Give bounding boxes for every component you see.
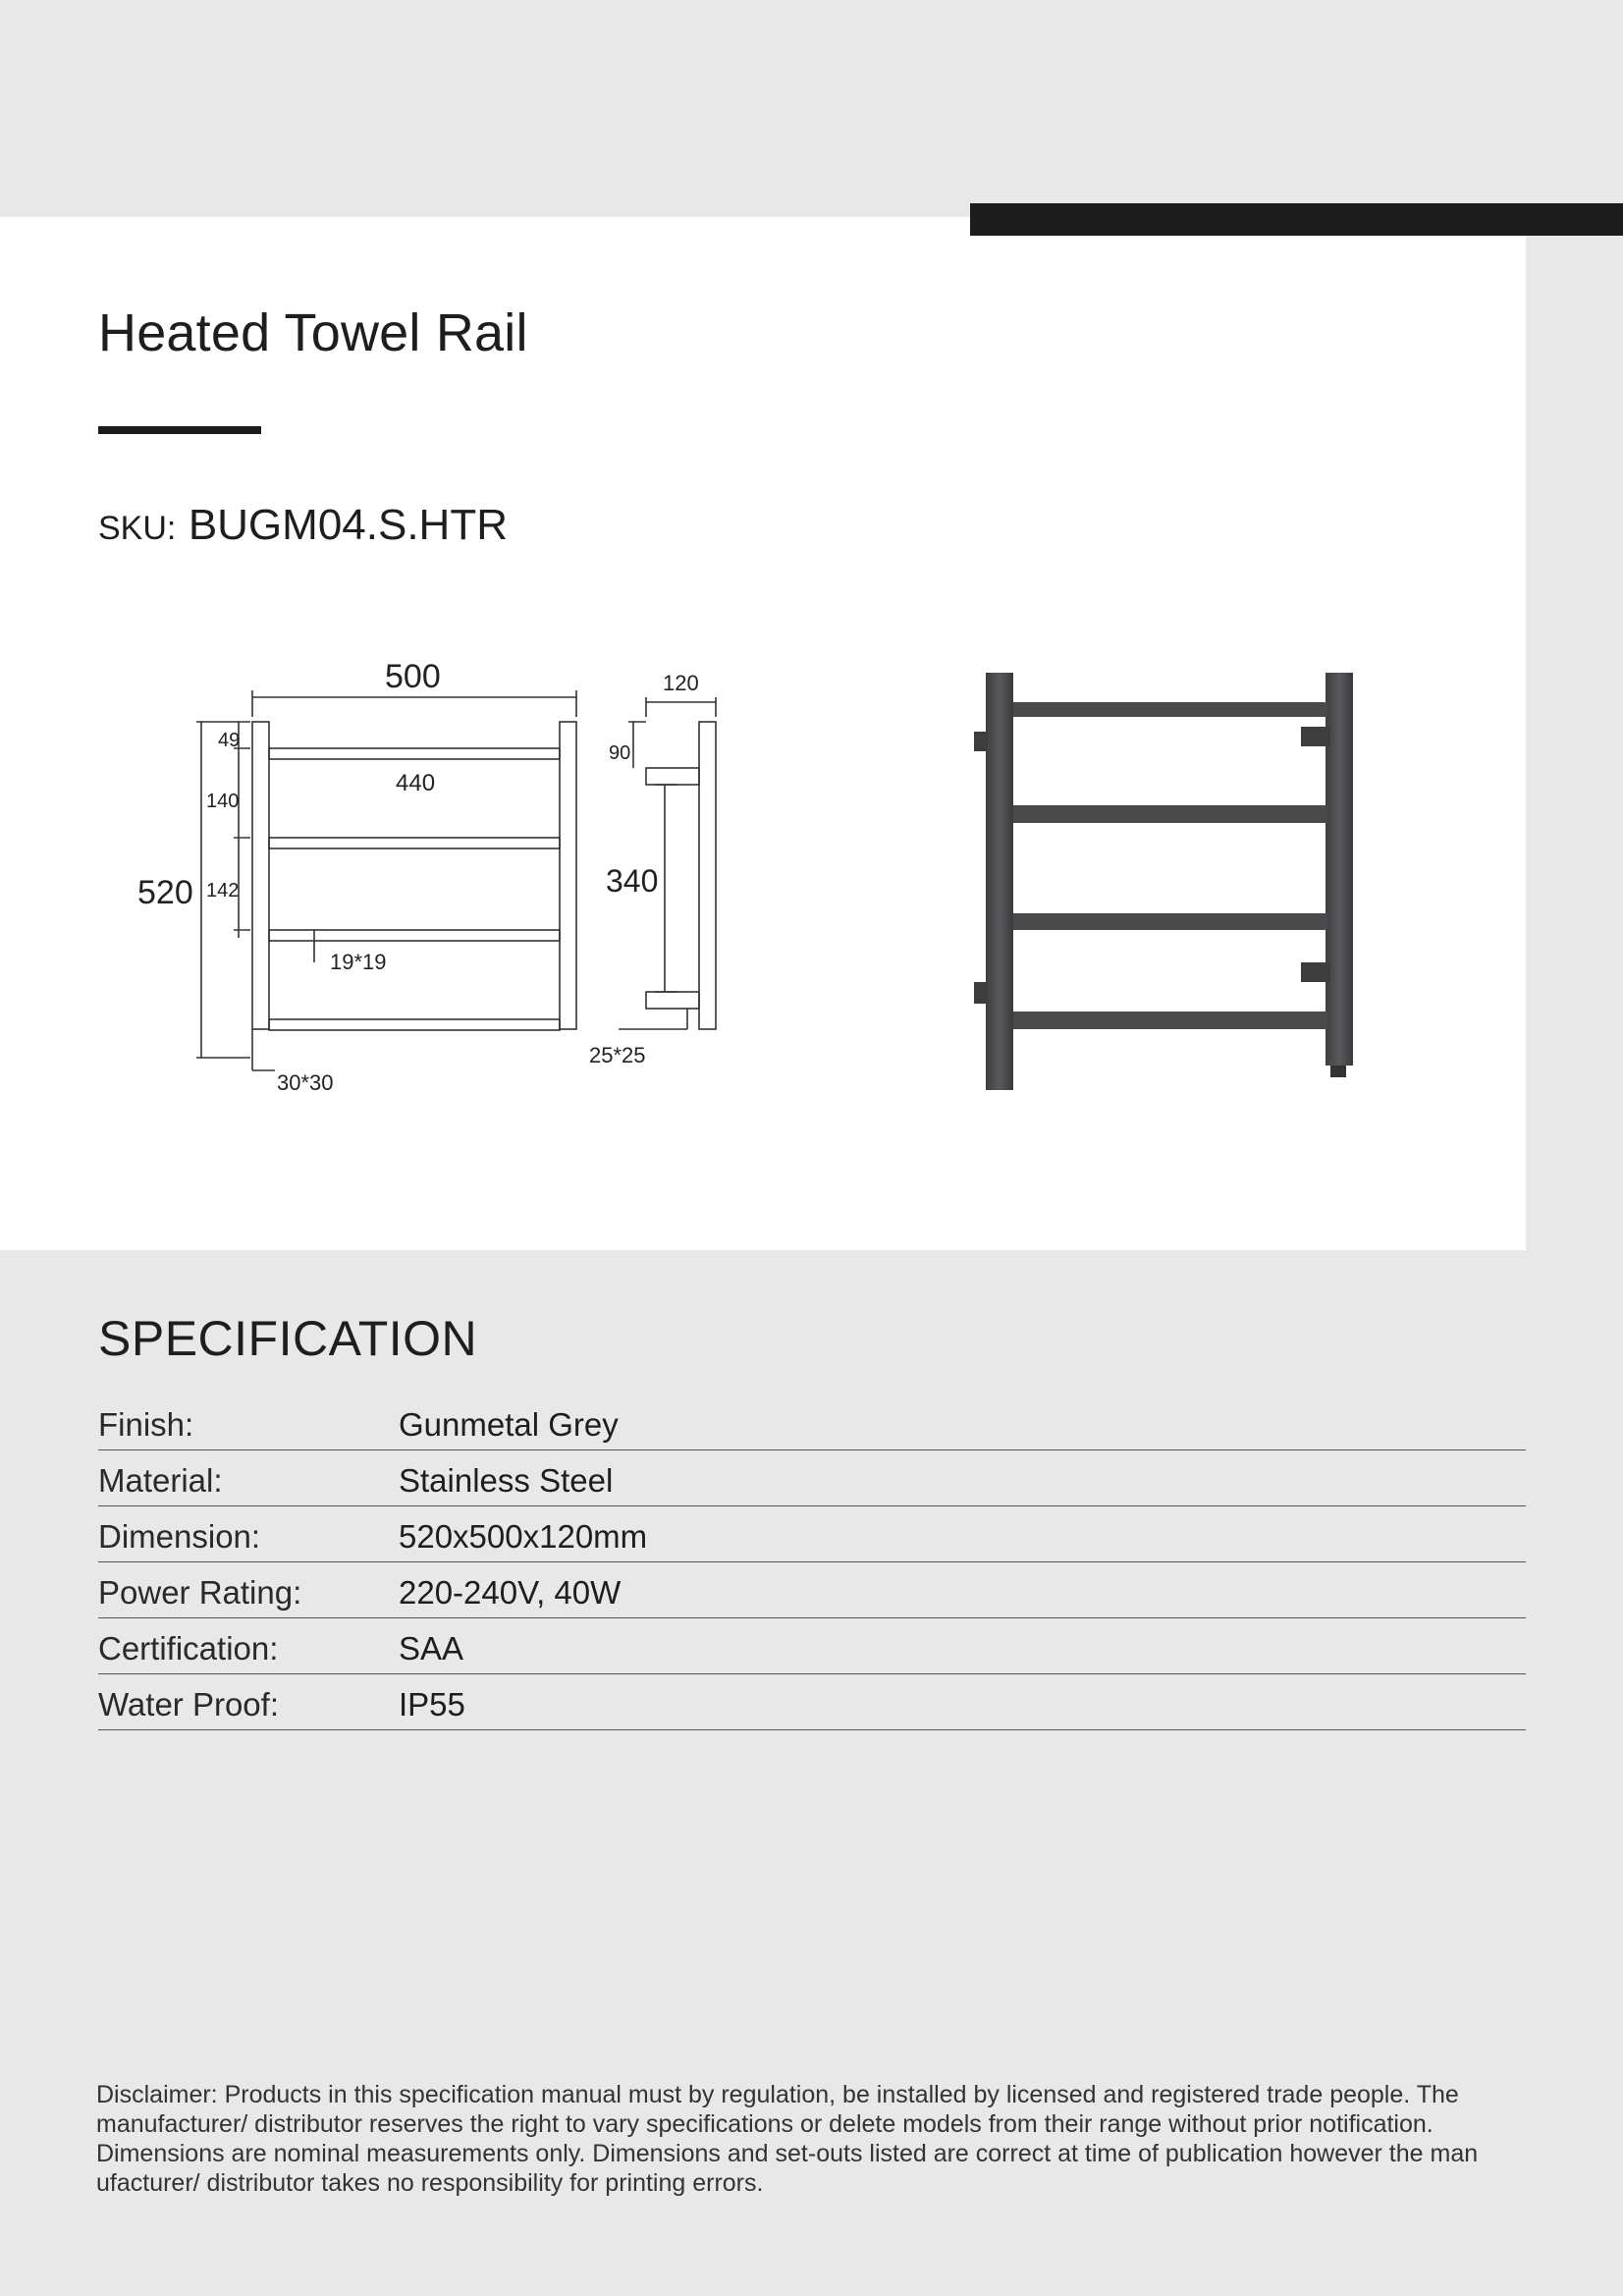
spec-row — [98, 1562, 1526, 1618]
sku-label: SKU: — [98, 510, 177, 547]
sku-line — [98, 501, 508, 550]
dim-overall-width: 500 — [385, 658, 441, 695]
spec-value: Gunmetal Grey — [399, 1406, 619, 1443]
spec-row — [98, 1506, 1526, 1562]
dim-depth: 120 — [663, 671, 699, 695]
bar-image — [1013, 702, 1327, 717]
left-post-image — [986, 673, 1013, 1090]
spec-row — [98, 1618, 1526, 1674]
side-bracket-top — [646, 768, 699, 785]
spec-row — [98, 1674, 1526, 1730]
spec-value: 220-240V, 40W — [399, 1574, 622, 1611]
spec-row — [98, 1450, 1526, 1506]
bar-image — [1013, 1011, 1327, 1029]
side-post — [699, 722, 716, 1029]
disclaimer-line: manufacturer/ distributor reserves the right to vary specifications or delete models from their range without prior notification. — [96, 2110, 1434, 2138]
bar-2 — [269, 838, 560, 848]
spec-key: Material: — [98, 1462, 223, 1499]
accent-bar — [970, 203, 1623, 236]
bar-image — [1013, 913, 1327, 930]
spec-value: 520x500x120mm — [399, 1518, 648, 1555]
product-image — [962, 663, 1375, 1095]
bar-1 — [269, 748, 560, 759]
disclaimer-line: ufacturer/ distributor takes no responsibility for printing errors. — [96, 2169, 764, 2197]
dim-bar-section: 19*19 — [330, 950, 387, 974]
right-post — [560, 722, 576, 1029]
dim-bar-width: 440 — [396, 770, 436, 796]
spec-value: IP55 — [399, 1686, 465, 1722]
spec-value: SAA — [399, 1630, 464, 1667]
page-title: Heated Towel Rail — [98, 303, 528, 362]
dim-gap-top: 49 — [218, 730, 241, 751]
dim-bracket-offset: 90 — [609, 742, 631, 764]
bracket-icon — [1301, 727, 1330, 746]
spec-key: Dimension: — [98, 1518, 261, 1555]
dim-bracket-section: 25*25 — [589, 1043, 646, 1067]
spec-key: Water Proof: — [98, 1686, 279, 1722]
disclaimer-line: Dimensions are nominal measurements only. Dimensions and set-outs listed are correct at time of publication however the man — [96, 2140, 1479, 2167]
dim-gap-mid2: 142 — [206, 880, 240, 902]
bracket-icon — [974, 982, 988, 1004]
foot-icon — [1330, 1066, 1346, 1077]
spec-row — [98, 1394, 1526, 1450]
bracket-icon — [974, 732, 988, 751]
dim-post-section: 30*30 — [277, 1070, 334, 1095]
disclaimer — [96, 2080, 1530, 2198]
dim-overall-height: 520 — [137, 874, 193, 911]
spec-value: Stainless Steel — [399, 1462, 614, 1499]
bar-image — [1013, 805, 1327, 823]
technical-drawing — [128, 658, 736, 1110]
dim-gap-mid1: 140 — [206, 791, 240, 812]
title-underline — [98, 426, 261, 434]
dim-bracket-spacing: 340 — [606, 863, 659, 899]
bar-4 — [269, 1019, 560, 1030]
disclaimer-line: Disclaimer: Products in this specification manual must by regulation, be installed by licensed and registered trade people. The — [96, 2081, 1459, 2108]
bar-3 — [269, 930, 560, 941]
spec-key: Finish: — [98, 1406, 194, 1443]
spec-table — [98, 1394, 1526, 1730]
bracket-icon — [1301, 962, 1330, 982]
spec-key: Power Rating: — [98, 1574, 302, 1611]
left-post — [252, 722, 269, 1029]
side-bracket-bottom — [646, 992, 699, 1009]
spec-key: Certification: — [98, 1630, 279, 1667]
spec-heading: SPECIFICATION — [98, 1311, 478, 1366]
sku-value: BUGM04.S.HTR — [188, 501, 508, 549]
